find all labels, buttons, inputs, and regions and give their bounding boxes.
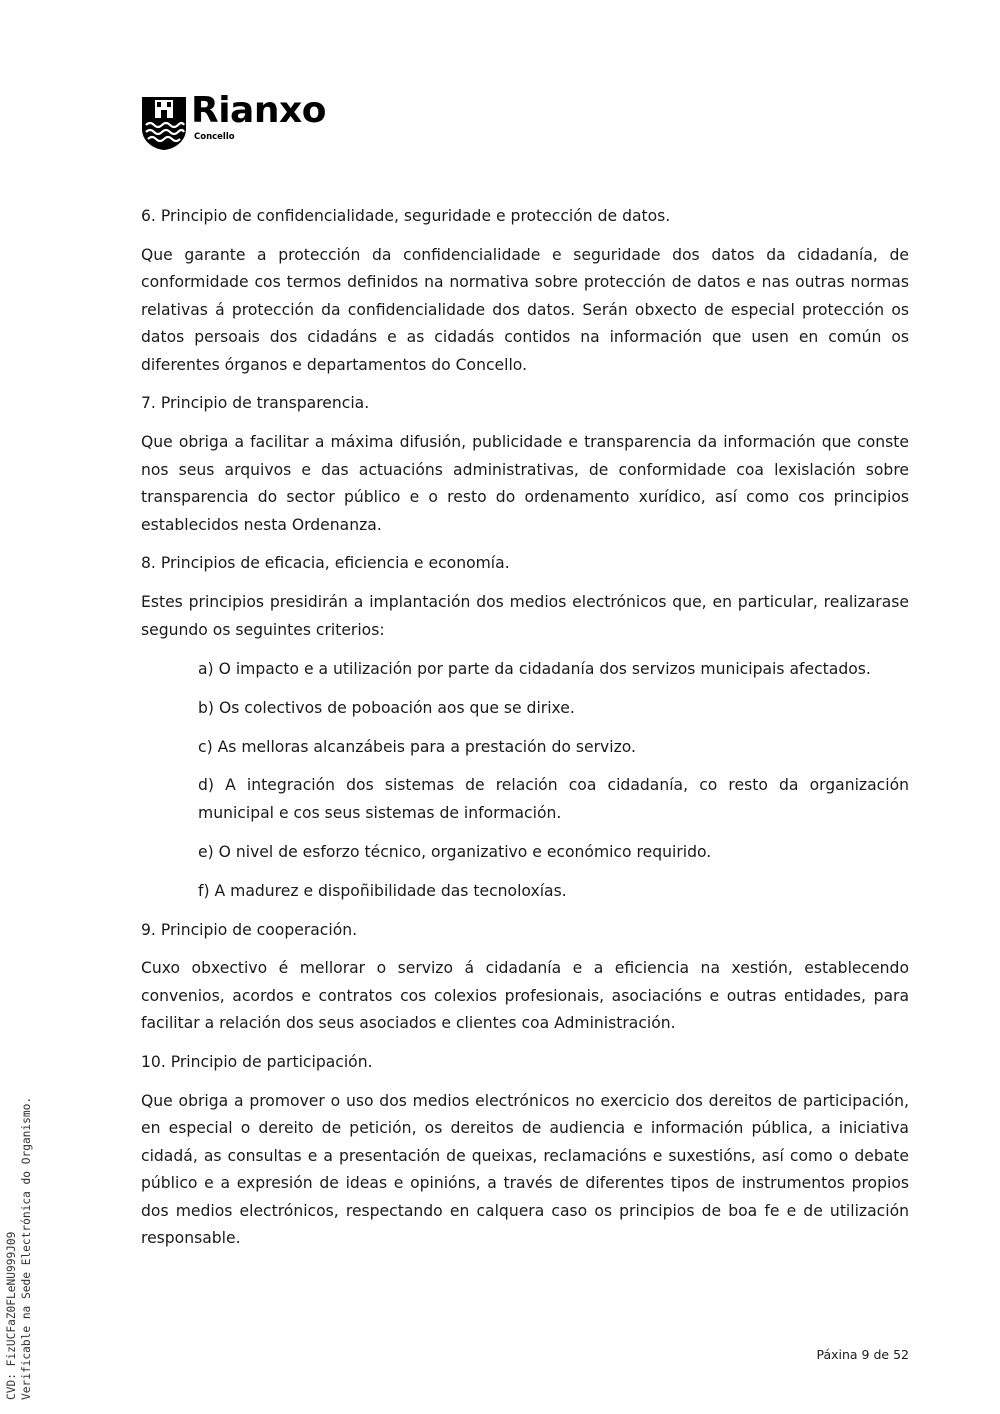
body-paragraph: Cuxo obxectivo é mellorar o servizo á cidadanía e a eficiencia na xestión, establecendo convenios, acordos e contratos cos colexios profesionais, asociacións e outras entidades, para facilitar a relación dos seus asociados e clientes coa Administración. [141,959,909,1033]
cvd-code: CVD: FizUCFaZ0FLeNU999J09 [5,1231,18,1400]
criteria-item: c) As melloras alcanzábeis para a prestación do servizo. [198,737,636,756]
rianxo-shield-icon [141,95,187,151]
section-heading: 9. Principio de cooperación. [141,920,358,939]
body-paragraph: Que garante a protección da confidencialidade e seguridade dos datos da cidadanía, de conformidade cos termos definidos na normativa sobre protección de datos e nas outras normas relativas á protección da confidencialidade dos datos. Serán obxecto de especial protección os datos persoais dos cidadáns e as cidadás contidos na información que usen en común os diferentes órganos e departamentos do Concello. [141,245,909,374]
cvd-note: Verificable na Sede Electrónica do Organismo. [20,1096,33,1400]
section-heading: 8. Principios de eficacia, eficiencia e economía. [141,554,510,573]
body-paragraph: Que obriga a promover o uso dos medios electrónicos no exercicio dos dereitos de participación, en especial o dereito de petición, os dereitos de audiencia e información pública, a iniciativa cidadá, as consultas e a presentación de queixas, reclamacións e suxestións, así como o debate público e a expresión de ideas e opinións, a través de diferentes tipos de instrumentos propios dos medios electrónicos, respectando en calquera caso os principios de boa fe e de utilización responsable. [141,1092,909,1248]
criteria-item: d) A integración dos sistemas de relación coa cidadanía, co resto da organización municipal e cos seus sistemas de información. [198,776,909,822]
section-heading: 6. Principio de confidencialidade, seguridade e protección de datos. [141,207,671,225]
document-body [141,203,909,1264]
page-number: Páxina 9 de 52 [816,1347,909,1362]
logo-subtitle: Concello [194,132,235,142]
body-paragraph: Estes principios presidirán a implantación dos medios electrónicos que, en particular, realizarase segundo os seguintes criterios: [141,593,909,639]
section-heading: 7. Principio de transparencia. [141,394,370,413]
criteria-item: b) Os colectivos de poboación aos que se dirixe. [198,698,575,717]
criteria-item: f) A madurez e dispoñibilidade das tecnoloxías. [198,881,567,900]
body-paragraph: Que obriga a facilitar a máxima difusión, publicidade e transparencia da información que conste nos seus arquivos e das actuacións administrativas, de conformidade coa lexislación sobre transparencia do sector público e o resto do ordenamento xurídico, así como cos principios establecidos nesta Ordenanza. [141,433,909,534]
logo-name: Rianxo [191,90,326,131]
concello-logo [141,90,351,153]
criteria-item: e) O nivel de esforzo técnico, organizativo e económico requirido. [198,842,712,861]
verification-stamp [4,1097,34,1400]
criteria-item: a) O impacto e a utilización por parte da cidadanía dos servizos municipais afectados. [198,659,871,678]
section-heading: 10. Principio de participación. [141,1053,373,1072]
